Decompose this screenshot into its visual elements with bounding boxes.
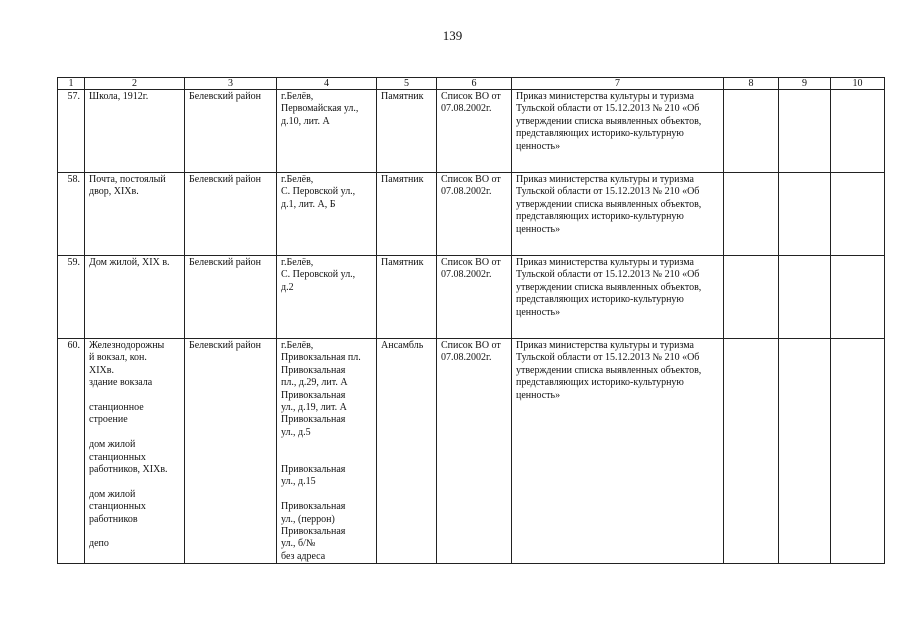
order-line: ценность» xyxy=(516,140,561,152)
address-line: Привокзальная xyxy=(281,414,346,426)
column-number: 8 xyxy=(724,78,779,90)
object-name-line: й вокзал, кон. xyxy=(89,352,147,364)
address-line: д.2 xyxy=(281,281,294,293)
address xyxy=(277,90,377,173)
address-line: г.Белёв, xyxy=(281,340,314,351)
order-line: Тульской области от 15.12.2013 № 210 «Об xyxy=(516,186,700,198)
table-row xyxy=(58,339,885,564)
source-list xyxy=(437,256,512,339)
source-list-line: Список ВО от xyxy=(441,340,501,351)
order-line: утверждении списка выявленных объектов, xyxy=(516,364,702,376)
row-number: 58. xyxy=(58,173,85,256)
object-name-line: станционных xyxy=(89,451,146,463)
column-10-cell xyxy=(831,90,885,173)
order-line: ценность» xyxy=(516,306,561,318)
column-number: 1 xyxy=(58,78,85,90)
order-line: Приказ министерства культуры и туризма xyxy=(516,91,694,102)
object-name-line: Почта, постоялый xyxy=(89,174,166,185)
address-line: Привокзальная xyxy=(281,464,346,476)
page-number: 139 xyxy=(442,28,463,43)
column-number: 7 xyxy=(512,78,724,90)
object-type: Памятник xyxy=(377,173,437,256)
address-line: Привокзальная пл. xyxy=(281,352,361,364)
object-name-line: Дом жилой, XIX в. xyxy=(89,257,170,268)
order-reference xyxy=(512,90,724,173)
source-list-line: 07.08.2002г. xyxy=(441,186,492,198)
object-name-line: дом жилой xyxy=(89,439,136,451)
address xyxy=(277,339,377,564)
order-line: представляющих историко-культурную xyxy=(516,128,684,140)
address xyxy=(277,256,377,339)
source-list-line: 07.08.2002г. xyxy=(441,352,492,364)
address-line: без адреса xyxy=(281,550,326,562)
address-line: Первомайская ул., xyxy=(281,103,359,115)
column-number: 5 xyxy=(377,78,437,90)
order-line: ценность» xyxy=(516,389,561,401)
order-line: Тульской области от 15.12.2013 № 210 «Об xyxy=(516,269,700,281)
order-line: утверждении списка выявленных объектов, xyxy=(516,281,702,293)
address-line: С. Перовской ул., xyxy=(281,186,356,198)
district: Белевский район xyxy=(185,339,277,564)
address-line: С. Перовской ул., xyxy=(281,269,356,281)
object-name-line: Школа, 1912г. xyxy=(89,91,149,102)
heritage-objects-table xyxy=(57,77,885,564)
column-number: 3 xyxy=(185,78,277,90)
district: Белевский район xyxy=(185,256,277,339)
address-line: Привокзальная xyxy=(281,364,346,376)
order-line: Тульской области от 15.12.2013 № 210 «Об xyxy=(516,352,700,364)
source-list xyxy=(437,90,512,173)
source-list xyxy=(437,173,512,256)
address-line: Привокзальная xyxy=(281,526,346,538)
source-list-line: Список ВО от xyxy=(441,257,501,268)
order-line: ценность» xyxy=(516,223,561,235)
order-reference xyxy=(512,256,724,339)
order-line: утверждении списка выявленных объектов, xyxy=(516,115,702,127)
object-name-line: работников xyxy=(89,513,138,525)
column-9-cell xyxy=(779,339,831,564)
column-number: 4 xyxy=(277,78,377,90)
line-gap xyxy=(89,390,180,402)
line-gap xyxy=(281,489,372,501)
column-10-cell xyxy=(831,256,885,339)
order-line: представляющих историко-культурную xyxy=(516,377,684,389)
column-9-cell xyxy=(779,256,831,339)
line-gap xyxy=(89,427,180,439)
address-line: г.Белёв, xyxy=(281,91,314,102)
address-line: ул., д.15 xyxy=(281,476,316,488)
column-9-cell xyxy=(779,173,831,256)
column-8-cell xyxy=(724,173,779,256)
address-line: г.Белёв, xyxy=(281,257,314,268)
order-line: Приказ министерства культуры и туризма xyxy=(516,340,694,351)
column-10-cell xyxy=(831,173,885,256)
address-line: Привокзальная xyxy=(281,501,346,513)
object-name-line: здание вокзала xyxy=(89,377,153,389)
source-list-line: Список ВО от xyxy=(441,174,501,185)
address-line: пл., д.29, лит. А xyxy=(281,377,348,389)
address-line: ул., (перрон) xyxy=(281,513,335,525)
source-list-line: 07.08.2002г. xyxy=(441,103,492,115)
order-line: утверждении списка выявленных объектов, xyxy=(516,198,702,210)
column-number: 6 xyxy=(437,78,512,90)
column-8-cell xyxy=(724,256,779,339)
table-row xyxy=(58,256,885,339)
object-name-line: двор, XIXв. xyxy=(89,186,139,198)
source-list-line: 07.08.2002г. xyxy=(441,269,492,281)
row-number: 60. xyxy=(58,339,85,564)
object-name-line: работников, XIXв. xyxy=(89,464,168,476)
object-name-line: станционное xyxy=(89,402,144,414)
object-type: Ансамбль xyxy=(377,339,437,564)
address-line: д.10, лит. А xyxy=(281,115,330,127)
object-type: Памятник xyxy=(377,256,437,339)
column-8-cell xyxy=(724,90,779,173)
order-reference xyxy=(512,339,724,564)
column-10-cell xyxy=(831,339,885,564)
row-number: 57. xyxy=(58,90,85,173)
order-line: представляющих историко-культурную xyxy=(516,211,684,223)
column-8-cell xyxy=(724,339,779,564)
row-number: 59. xyxy=(58,256,85,339)
order-line: Приказ министерства культуры и туризма xyxy=(516,174,694,185)
column-9-cell xyxy=(779,90,831,173)
order-line: Тульской области от 15.12.2013 № 210 «Об xyxy=(516,103,700,115)
object-name xyxy=(85,256,185,339)
object-name xyxy=(85,339,185,564)
address-line: Привокзальная xyxy=(281,389,346,401)
source-list xyxy=(437,339,512,564)
table-row xyxy=(58,90,885,173)
address-line: ул., д.19, лит. А xyxy=(281,402,347,414)
district: Белевский район xyxy=(185,173,277,256)
object-name-line: депо xyxy=(89,538,109,550)
line-gap xyxy=(281,439,372,451)
object-name-line: станционных xyxy=(89,501,146,513)
address-line: ул., д.5 xyxy=(281,426,311,438)
address xyxy=(277,173,377,256)
table-row xyxy=(58,173,885,256)
object-name-line: XIXв. xyxy=(89,364,114,376)
column-number: 9 xyxy=(779,78,831,90)
object-name-line: строение xyxy=(89,414,128,426)
column-number: 10 xyxy=(831,78,885,90)
line-gap xyxy=(281,452,372,464)
address-line: д.1, лит. А, Б xyxy=(281,198,336,210)
order-line: Приказ министерства культуры и туризма xyxy=(516,257,694,268)
object-name-line: Железнодорожны xyxy=(89,340,165,351)
line-gap xyxy=(89,526,180,538)
district: Белевский район xyxy=(185,90,277,173)
address-line: ул., б/№ xyxy=(281,538,316,550)
object-name-line: дом жилой xyxy=(89,488,136,500)
column-number-row xyxy=(58,78,885,90)
object-name xyxy=(85,173,185,256)
address-line: г.Белёв, xyxy=(281,174,314,185)
order-line: представляющих историко-культурную xyxy=(516,294,684,306)
line-gap xyxy=(89,476,180,488)
column-number: 2 xyxy=(85,78,185,90)
object-type: Памятник xyxy=(377,90,437,173)
object-name xyxy=(85,90,185,173)
order-reference xyxy=(512,173,724,256)
source-list-line: Список ВО от xyxy=(441,91,501,102)
